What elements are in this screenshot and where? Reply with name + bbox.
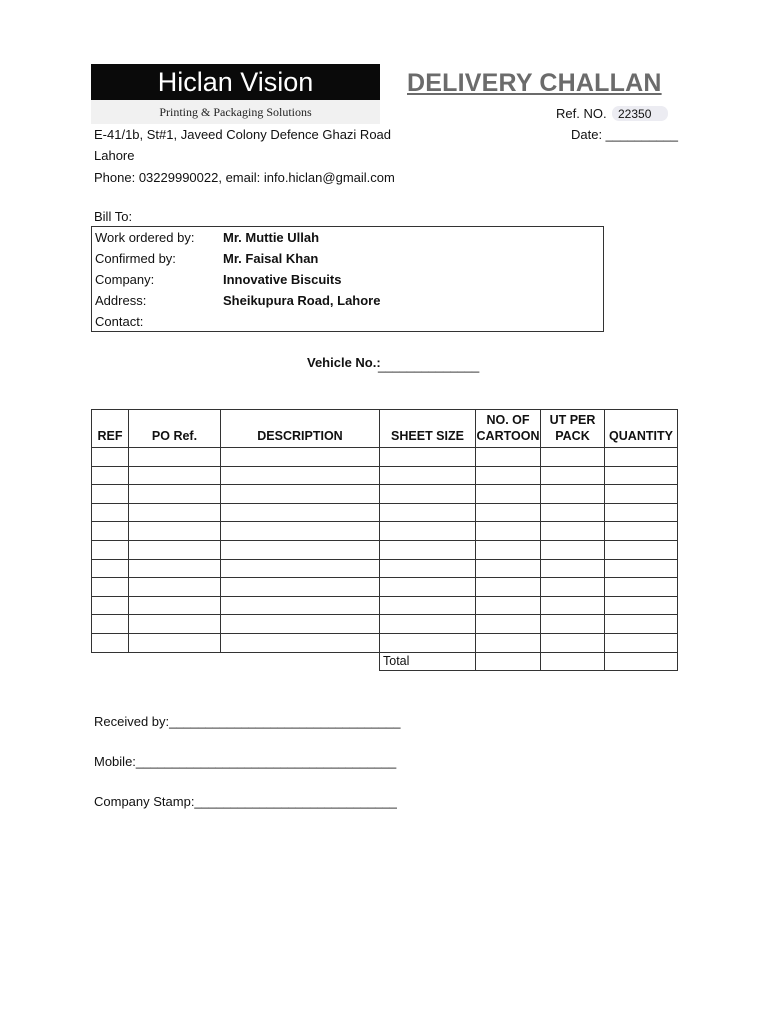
- bill-value-address: Sheikupura Road, Lahore: [223, 293, 381, 308]
- mobile-field[interactable]: Mobile:____________________________________: [94, 754, 397, 769]
- table-cell[interactable]: [92, 578, 129, 597]
- table-cell[interactable]: [380, 615, 476, 634]
- table-cell[interactable]: [221, 559, 380, 578]
- table-cell[interactable]: [541, 540, 605, 559]
- table-cell[interactable]: [129, 485, 221, 504]
- table-cell[interactable]: [129, 615, 221, 634]
- table-cell[interactable]: [129, 540, 221, 559]
- table-cell[interactable]: [129, 448, 221, 467]
- table-cell[interactable]: [476, 448, 541, 467]
- table-cell[interactable]: [92, 503, 129, 522]
- table-cell[interactable]: [541, 503, 605, 522]
- table-cell[interactable]: [221, 540, 380, 559]
- table-cell[interactable]: [541, 485, 605, 504]
- table-cell[interactable]: [605, 633, 678, 652]
- col-header-quantity: QUANTITY: [605, 410, 678, 448]
- table-row: [92, 596, 678, 615]
- table-header-row: [92, 410, 678, 448]
- table-row: [92, 503, 678, 522]
- table-cell[interactable]: [92, 633, 129, 652]
- col-header-ut-per-pack: UT PER PACK: [541, 410, 605, 448]
- vehicle-label: Vehicle No.:: [307, 355, 381, 370]
- table-row: [92, 615, 678, 634]
- table-cell[interactable]: [541, 615, 605, 634]
- table-row: [92, 466, 678, 485]
- table-row: [92, 485, 678, 504]
- bill-to-heading: Bill To:: [94, 209, 133, 224]
- col-header-sheet-size: SHEET SIZE: [380, 410, 476, 448]
- address-line-2: Lahore: [94, 148, 135, 163]
- table-cell[interactable]: [129, 522, 221, 541]
- total-row: [92, 652, 678, 671]
- table-cell[interactable]: [92, 466, 129, 485]
- table-cell[interactable]: [541, 448, 605, 467]
- table-cell[interactable]: [92, 448, 129, 467]
- col-header-ref: REF: [92, 410, 129, 448]
- table-cell[interactable]: [221, 596, 380, 615]
- table-cell[interactable]: [129, 503, 221, 522]
- table-cell[interactable]: [541, 633, 605, 652]
- col-header-po-ref: PO Ref.: [129, 410, 221, 448]
- table-cell[interactable]: [476, 633, 541, 652]
- table-cell[interactable]: [92, 522, 129, 541]
- table-row: [92, 522, 678, 541]
- items-table: [91, 409, 678, 671]
- bill-label-company: Company:: [95, 272, 155, 287]
- table-cell[interactable]: [92, 485, 129, 504]
- table-cell[interactable]: [380, 633, 476, 652]
- table-cell[interactable]: [605, 540, 678, 559]
- table-cell[interactable]: [476, 540, 541, 559]
- vehicle-number-field[interactable]: ______________: [378, 358, 480, 373]
- table-cell[interactable]: [541, 466, 605, 485]
- bill-label-work-ordered: Work ordered by:: [95, 230, 195, 245]
- table-cell[interactable]: [605, 448, 678, 467]
- table-cell[interactable]: [605, 522, 678, 541]
- total-ut-cell[interactable]: [541, 652, 605, 671]
- table-cell[interactable]: [541, 522, 605, 541]
- table-cell[interactable]: [221, 448, 380, 467]
- table-cell[interactable]: [380, 522, 476, 541]
- company-tagline: Printing & Packaging Solutions: [91, 100, 380, 124]
- table-cell[interactable]: [605, 596, 678, 615]
- table-cell[interactable]: [129, 633, 221, 652]
- table-cell[interactable]: [380, 466, 476, 485]
- total-cartoon-cell[interactable]: [476, 652, 541, 671]
- table-cell[interactable]: [221, 522, 380, 541]
- company-name: Hiclan Vision: [157, 66, 314, 97]
- table-cell[interactable]: [380, 578, 476, 597]
- total-label: Total: [380, 652, 476, 671]
- table-row: [92, 578, 678, 597]
- table-cell[interactable]: [129, 559, 221, 578]
- received-by-field[interactable]: Received by:________________________________: [94, 714, 401, 729]
- table-cell[interactable]: [129, 466, 221, 485]
- table-cell[interactable]: [476, 615, 541, 634]
- company-logo: [91, 64, 380, 100]
- bill-label-confirmed: Confirmed by:: [95, 251, 176, 266]
- table-cell[interactable]: [476, 596, 541, 615]
- col-header-description: DESCRIPTION: [221, 410, 380, 448]
- address-line-1: E-41/1b, St#1, Javeed Colony Defence Ghazi Road: [94, 127, 392, 142]
- table-cell[interactable]: [92, 540, 129, 559]
- ref-label: Ref. NO.: [556, 106, 607, 121]
- table-cell[interactable]: [476, 578, 541, 597]
- table-cell[interactable]: [380, 596, 476, 615]
- table-cell[interactable]: [221, 615, 380, 634]
- table-row: [92, 540, 678, 559]
- col-header-no-of-cartoon: NO. OF CARTOON: [476, 410, 541, 448]
- table-cell[interactable]: [476, 522, 541, 541]
- table-cell[interactable]: [541, 559, 605, 578]
- table-cell[interactable]: [605, 578, 678, 597]
- table-cell[interactable]: [380, 540, 476, 559]
- table-cell[interactable]: [380, 559, 476, 578]
- table-cell[interactable]: [380, 448, 476, 467]
- table-cell[interactable]: [129, 596, 221, 615]
- table-cell[interactable]: [605, 503, 678, 522]
- table-cell[interactable]: [605, 615, 678, 634]
- table-cell[interactable]: [221, 503, 380, 522]
- table-row: [92, 448, 678, 467]
- bill-value-work-ordered: Mr. Muttie Ullah: [223, 230, 320, 245]
- table-row: [92, 559, 678, 578]
- table-cell[interactable]: [476, 466, 541, 485]
- document-title: DELIVERY CHALLAN: [407, 69, 662, 97]
- table-cell[interactable]: [221, 485, 380, 504]
- table-cell[interactable]: [129, 578, 221, 597]
- total-quantity-cell[interactable]: [605, 652, 678, 671]
- table-cell[interactable]: [541, 578, 605, 597]
- company-stamp-field[interactable]: Company Stamp:____________________________: [94, 794, 397, 809]
- bill-to-box: [91, 226, 604, 332]
- table-cell[interactable]: [605, 559, 678, 578]
- bill-value-company: Innovative Biscuits: [223, 272, 342, 287]
- bill-label-address: Address:: [95, 293, 147, 308]
- table-cell[interactable]: [92, 559, 129, 578]
- table-cell[interactable]: [605, 485, 678, 504]
- table-cell[interactable]: [92, 596, 129, 615]
- table-cell[interactable]: [221, 633, 380, 652]
- table-cell[interactable]: [380, 503, 476, 522]
- table-cell[interactable]: [541, 596, 605, 615]
- table-cell[interactable]: [476, 503, 541, 522]
- bill-label-contact: Contact:: [95, 314, 144, 329]
- table-cell[interactable]: [92, 615, 129, 634]
- table-cell[interactable]: [380, 485, 476, 504]
- table-row: [92, 633, 678, 652]
- date-field: Date: __________: [571, 127, 678, 142]
- ref-number-field[interactable]: [612, 106, 668, 121]
- table-cell[interactable]: [221, 578, 380, 597]
- table-cell[interactable]: [476, 559, 541, 578]
- table-cell[interactable]: [476, 485, 541, 504]
- company-contact: Phone: 03229990022, email: info.hiclan@gmail.com: [94, 170, 395, 185]
- table-cell[interactable]: [221, 466, 380, 485]
- bill-value-confirmed: Mr. Faisal Khan: [223, 251, 319, 266]
- table-cell[interactable]: [605, 466, 678, 485]
- ref-number-value: 22350: [618, 106, 652, 121]
